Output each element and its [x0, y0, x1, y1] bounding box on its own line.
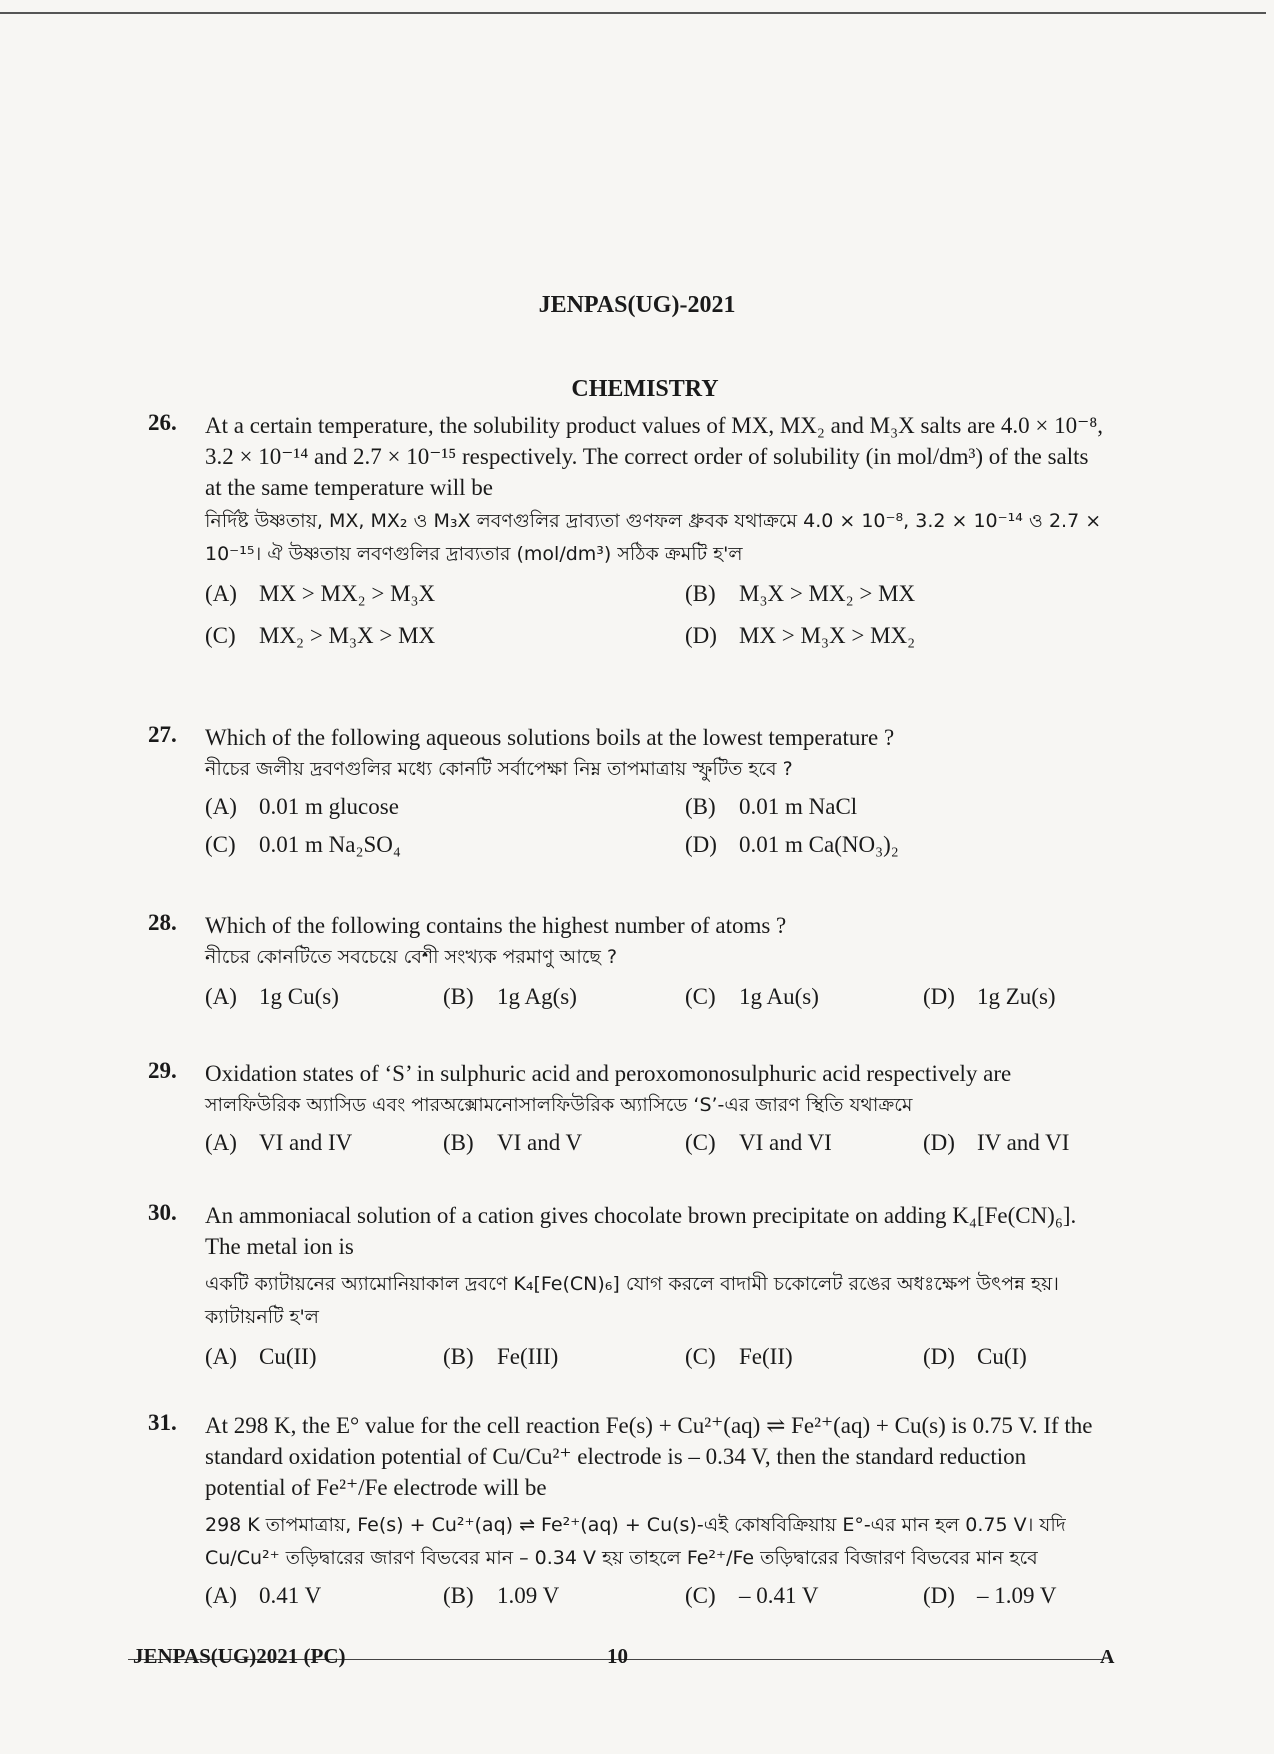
- options-row-2: [205, 832, 1110, 874]
- options-row-1: [205, 581, 1110, 623]
- question-text-bn: নীচের জলীয় দ্রবণগুলির মধ্যে কোনটি সর্বাপেক্ষা নিম্ন তাপমাত্রায় স্ফুটিত হবে ?: [205, 758, 793, 780]
- option-b[interactable]: (B) VI and V: [443, 1130, 583, 1155]
- page-number: 10: [607, 1644, 628, 1668]
- question-text-en: An ammoniacal solution of a cation gives chocolate brown precipitate on adding K₄[Fe(CN)₆]. The metal ion is: [205, 1203, 1077, 1259]
- question-text-bn: একটি ক্যাটায়নের অ্যামোনিয়াকাল দ্রবণে K₄[Fe(CN)₆] যোগ করলে বাদামী চকোলেট রঙের অধঃক্ষেপ উৎপন্ন হয়। ক্যাটায়নটি হ'ল: [205, 1273, 1059, 1328]
- exam-title: JENPAS(UG)-2021: [538, 292, 736, 318]
- option-c[interactable]: (C) 1g Au(s): [685, 984, 819, 1009]
- options-row: [205, 984, 1110, 1026]
- option-b[interactable]: (B) 1.09 V: [443, 1583, 560, 1608]
- question-30: [148, 1200, 1110, 1386]
- option-c[interactable]: (C) VI and VI: [685, 1130, 832, 1155]
- question-28: [148, 910, 1110, 1026]
- question-number: 27.: [148, 722, 177, 747]
- question-27: [148, 722, 1110, 874]
- option-d[interactable]: (D) Cu(I): [923, 1344, 1027, 1369]
- option-b[interactable]: (B) 1g Ag(s): [443, 984, 577, 1009]
- question-number: 31.: [148, 1410, 177, 1435]
- option-a[interactable]: (A) MX > MX₂ > M₃X: [205, 581, 436, 606]
- option-d[interactable]: (D) IV and VI: [923, 1130, 1070, 1155]
- question-text-bn: 298 K তাপমাত্রায়, Fe(s) + Cu²⁺(aq) ⇌ Fe²⁺(aq) + Cu(s)-এই কোষবিক্রিয়ায় E°-এর মান হল 0.75 V। যদি Cu/Cu²⁺ তড়িদ্বারের জারণ বিভবের মান – 0.34 V হয় তাহলে Fe²⁺/Fe তড়িদ্বারের বিজারণ বিভবের মান হবে: [205, 1514, 1066, 1569]
- option-a[interactable]: (A) Cu(II): [205, 1344, 317, 1369]
- question-number: 30.: [148, 1200, 177, 1225]
- subject-heading: CHEMISTRY: [571, 376, 719, 402]
- question-text-bn: নীচের কোনটিতে সবচেয়ে বেশী সংখ্যক পরমাণু আছে ?: [205, 946, 618, 968]
- question-text-en: At 298 K, the E° value for the cell reaction Fe(s) + Cu²⁺(aq) ⇌ Fe²⁺(aq) + Cu(s) is 0.75 V. If the standard oxidation potential of Cu/Cu²⁺ electrode is – 0.34 V, then the standard reduction potential of Fe²⁺/Fe electrode will be: [205, 1413, 1093, 1500]
- option-a[interactable]: (A) VI and IV: [205, 1130, 353, 1155]
- footer-code: JENPAS(UG)2021 (PC): [133, 1644, 346, 1668]
- option-d[interactable]: (D) 0.01 m Ca(NO₃)₂: [685, 832, 899, 857]
- question-text-en: At a certain temperature, the solubility product values of MX, MX₂ and M₃X salts are 4.0 × 10⁻⁸, 3.2 × 10⁻¹⁴ and 2.7 × 10⁻¹⁵ respectively. The correct order of solubility (in mol/dm³) of the salts at the same temperature will be: [205, 413, 1104, 500]
- option-a[interactable]: (A) 0.01 m glucose: [205, 794, 399, 819]
- option-b[interactable]: (B) M₃X > MX₂ > MX: [685, 581, 916, 606]
- option-d[interactable]: (D) MX > M₃X > MX₂: [685, 623, 916, 648]
- question-26: [148, 410, 1110, 665]
- option-d[interactable]: (D) – 1.09 V: [923, 1583, 1057, 1608]
- top-rule: [0, 12, 1266, 14]
- option-a[interactable]: (A) 1g Cu(s): [205, 984, 339, 1009]
- question-number: 26.: [148, 410, 177, 435]
- options-row: [205, 1130, 1110, 1172]
- option-c[interactable]: (C) 0.01 m Na₂SO₄: [205, 832, 401, 857]
- options-row-1: [205, 794, 1110, 832]
- question-text-en: Which of the following contains the highest number of atoms ?: [205, 913, 787, 938]
- question-number: 28.: [148, 910, 177, 935]
- question-text-bn: সালফিউরিক অ্যাসিড এবং পারঅক্সোমনোসালফিউরিক অ্যাসিডে ‘S’-এর জারণ স্থিতি যথাক্রমে: [205, 1094, 913, 1116]
- question-29: [148, 1058, 1110, 1172]
- option-a[interactable]: (A) 0.41 V: [205, 1583, 322, 1608]
- options-row-2: [205, 623, 1110, 665]
- question-text-en: Oxidation states of ‘S’ in sulphuric acid and peroxomonosulphuric acid respectively are: [205, 1061, 1012, 1086]
- question-31: [148, 1410, 1110, 1625]
- question-number: 29.: [148, 1058, 177, 1083]
- option-c[interactable]: (C) MX₂ > M₃X > MX: [205, 623, 436, 648]
- option-b[interactable]: (B) Fe(III): [443, 1344, 559, 1369]
- options-row: [205, 1583, 1110, 1625]
- question-text-en: Which of the following aqueous solutions boils at the lowest temperature ?: [205, 725, 895, 750]
- question-set: A: [1100, 1646, 1115, 1668]
- option-b[interactable]: (B) 0.01 m NaCl: [685, 794, 858, 819]
- question-text-bn: নির্দিষ্ট উষ্ণতায়, MX, MX₂ ও M₃X লবণগুলির দ্রাব্যতা গুণফল ধ্রুবক যথাক্রমে 4.0 × 10⁻⁸, 3.2 × 10⁻¹⁴ ও 2.7 × 10⁻¹⁵। ঐ উষ্ণতায় লবণগুলির দ্রাব্যতার (mol/dm³) সঠিক ক্রমটি হ'ল: [205, 510, 1102, 565]
- option-c[interactable]: (C) Fe(II): [685, 1344, 793, 1369]
- option-c[interactable]: (C) – 0.41 V: [685, 1583, 819, 1608]
- options-row: [205, 1344, 1110, 1386]
- option-d[interactable]: (D) 1g Zu(s): [923, 984, 1056, 1009]
